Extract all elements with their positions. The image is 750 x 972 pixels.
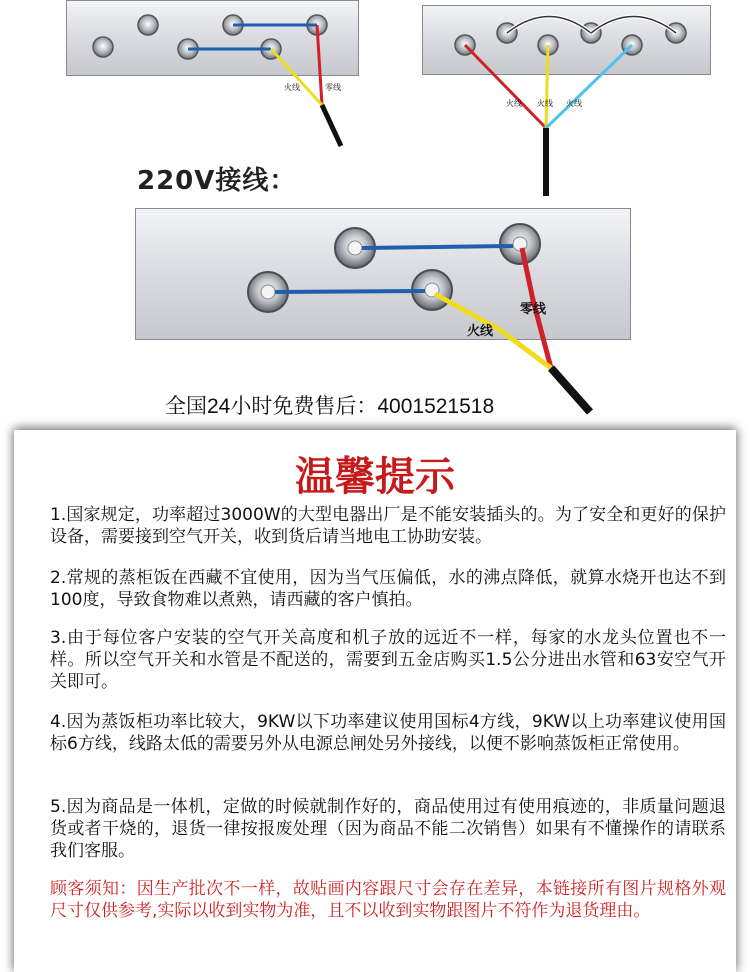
- neutral-wire-label: 零线: [520, 302, 547, 317]
- notice-item-2: 2.常规的蒸柜饭在西藏不宜使用，因为当气压偏低，水的沸点降低，就算水烧开也达不到100度，导致食物难以煮熟，请西藏的客户慎拍。: [50, 568, 726, 610]
- wiring-diagram-top-left: [0, 0, 375, 160]
- supply-cable: [465, 45, 632, 196]
- jumper-wires: [188, 25, 317, 49]
- terminal-posts: [248, 224, 540, 312]
- live-wire-label: 火线: [284, 83, 300, 92]
- terminal-posts: [455, 23, 686, 55]
- live-wire-label-3: 火线: [566, 99, 582, 108]
- wiring-diagram-220v: [0, 200, 750, 415]
- notice-item-3: 3.由于每位客户安装的空气开关高度和机子放的远近不一样，每家的水龙头位置也不一样。所以空气开关和水管是不配送的，需要到五金店购买1.5公分进出水管和63安空气开关即可。: [50, 628, 726, 692]
- notice-item-4: 4.因为蒸饭柜功率比较大，9KW以下功率建议使用国标4方线，9KW以上功率建议使用国标6方线，线路太低的需要另外从电源总闸处另外接线，以便不影响蒸饭柜正常使用。: [50, 712, 726, 754]
- customer-notice: 顾客须知：因生产批次不一样，故贴画内容跟尺寸会存在差异，本链接所有图片规格外观尺寸仅供参考,实际以收到实物为准，且不以收到实物跟图片不符作为退货理由。: [50, 879, 726, 921]
- after-sales-hotline: 全国24小时免费售后：4001521518: [165, 395, 495, 418]
- live-wire-label: 火线: [467, 324, 494, 339]
- live-wire-label-1: 火线: [506, 99, 522, 108]
- supply-cable: [435, 248, 590, 412]
- neutral-wire-label: 零线: [325, 83, 341, 92]
- terminal-posts: [93, 15, 327, 59]
- live-wire-label-2: 火线: [537, 99, 553, 108]
- section-title-220v: 220V接线：: [137, 166, 297, 196]
- jumper-wires: [275, 246, 513, 292]
- notice-title: 温馨提示: [295, 453, 455, 500]
- notice-item-1: 1.国家规定，功率超过3000W的大型电器出厂是不能安装插头的。为了安全和更好的保护设备，需要接到空气开关，收到货后请当地电工协助安装。: [50, 505, 726, 547]
- notice-item-5: 5.因为商品是一体机，定做的时候就制作好的，商品使用过有使用痕迹的，非质量问题退货或者干烧的，退货一律按报废处理（因为商品不能二次销售）如果有不懂操作的请联系我们客服。: [50, 797, 726, 861]
